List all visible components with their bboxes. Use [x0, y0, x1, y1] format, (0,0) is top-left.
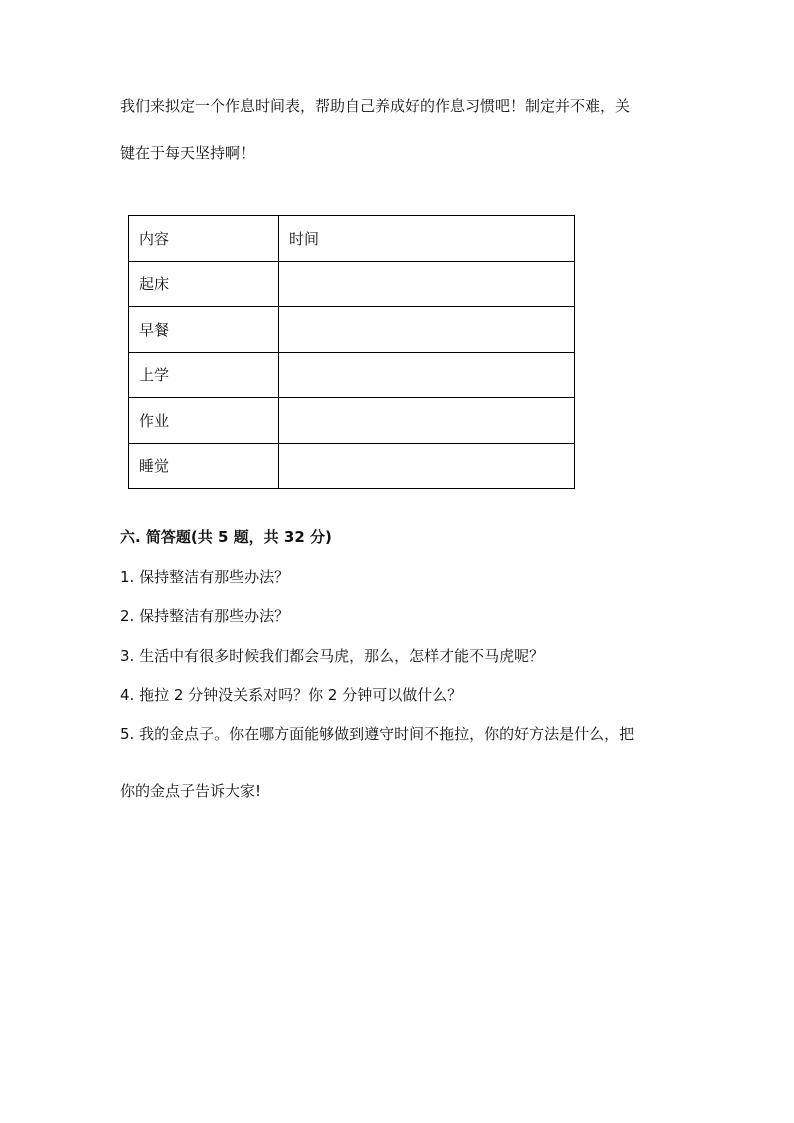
table-row: [129, 261, 575, 307]
question-1: 1. 保持整洁有那些办法？: [120, 568, 290, 586]
table-row: [129, 443, 575, 489]
table-row: [129, 398, 575, 444]
intro-line-1: 我们来拟定一个作息时间表，帮助自己养成好的作息习惯吧！制定并不难，关: [120, 97, 631, 115]
question-3: 3. 生活中有很多时候我们都会马虎，那么，怎样才能不马虎呢？: [120, 647, 545, 665]
intro-line-2: 键在于每天坚持啊！: [120, 144, 256, 162]
time-cell: [279, 307, 575, 353]
question-5: 5. 我的金点子。你在哪方面能够做到遵守时间不拖拉，你的好方法是什么，把: [120, 725, 635, 743]
header-content-cell: 内容: [129, 216, 279, 262]
time-cell: [279, 443, 575, 489]
header-time-cell: 时间: [279, 216, 575, 262]
table-header-row: [129, 216, 575, 262]
question-5-continued: 你的金点子告诉大家!: [120, 782, 262, 800]
activity-cell: 睡觉: [129, 443, 279, 489]
activity-cell: 起床: [129, 261, 279, 307]
intro-paragraph: [120, 92, 680, 168]
schedule-table: [128, 215, 575, 489]
question-2: 2. 保持整洁有那些办法？: [120, 607, 290, 625]
table-row: [129, 352, 575, 398]
time-cell: [279, 352, 575, 398]
activity-cell: 早餐: [129, 307, 279, 353]
activity-cell: 上学: [129, 352, 279, 398]
table-row: [129, 307, 575, 353]
question-4: 4. 拖拉 2 分钟没关系对吗？你 2 分钟可以做什么？: [120, 686, 463, 704]
section-title: 六. 简答题(共 5 题，共 32 分): [120, 528, 332, 546]
activity-cell: 作业: [129, 398, 279, 444]
time-cell: [279, 398, 575, 444]
time-cell: [279, 261, 575, 307]
